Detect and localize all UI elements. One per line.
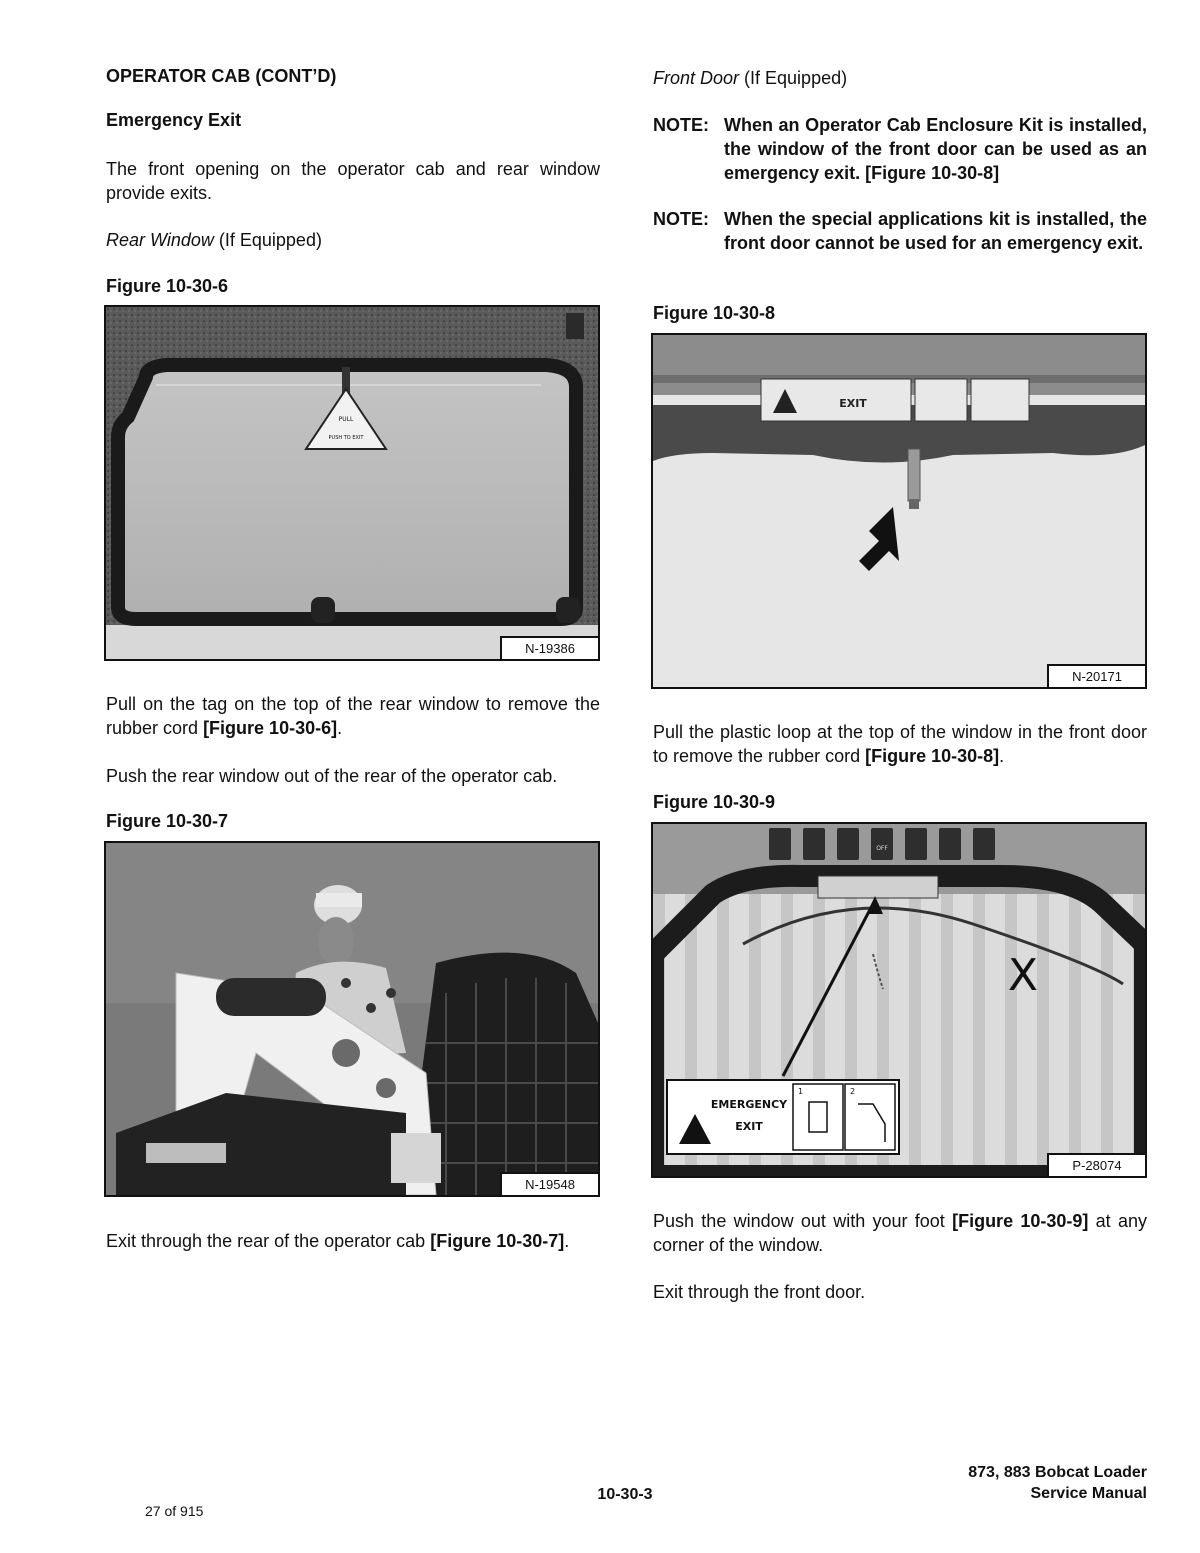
front-door-title: Front Door — [653, 68, 740, 88]
note-label: NOTE: — [653, 209, 709, 229]
figure-6-id: N-19386 — [500, 636, 598, 659]
figure-9-decal-step-2: 2 — [850, 1087, 856, 1096]
note-text: When an Operator Cab Enclosure Kit is installed, the window of the front door can be used as an emergency exit. [Figure 10-30-8] — [724, 115, 1147, 183]
note-text: When the special applications kit is installed, the front door cannot be used for an emergency exit. — [724, 209, 1147, 253]
figure-7-image — [104, 841, 600, 1197]
figure-9-decal-exit: EXIT — [735, 1120, 763, 1133]
figure-8-id: N-20171 — [1047, 664, 1145, 687]
manual-title-line-2: Service Manual — [1030, 1485, 1147, 1502]
intro-paragraph: The front opening on the operator cab and rear window provide exits. — [106, 159, 600, 203]
note-special-kit — [653, 207, 1147, 279]
subsection-title: Emergency Exit — [106, 110, 242, 130]
figure-6-reference: [Figure 10-30-6] — [203, 718, 338, 738]
manual-title — [968, 1462, 1147, 1504]
pull-tag-paragraph: Pull on the tag on the top of the rear window to remove the rubber cord [Figure 10-30-6]. — [106, 694, 600, 738]
figure-6-label: Figure 10-30-6 — [106, 276, 229, 296]
figure-9-image — [651, 822, 1147, 1178]
page-count: 27 of 915 — [145, 1503, 204, 1519]
section-title: OPERATOR CAB (CONT’D) — [106, 66, 337, 86]
push-window-paragraph: Push the rear window out of the rear of the operator cab. — [106, 766, 558, 786]
figure-9-switch-off: OFF — [876, 845, 888, 852]
figure-9-decal-emergency: EMERGENCY — [710, 1098, 788, 1111]
pull-loop-paragraph: Pull the plastic loop at the top of the window in the front door to remove the rubber cord [Figure 10-30-8]. — [653, 722, 1147, 766]
figure-8-image — [651, 333, 1147, 689]
figure-6-tag-pull: PULL — [338, 416, 354, 423]
figure-7-id: N-19548 — [500, 1172, 598, 1195]
figure-6-tag-push: PUSH TO EXIT — [328, 435, 364, 441]
figure-9-label: Figure 10-30-9 — [653, 792, 776, 812]
rear-window-heading — [106, 228, 322, 252]
note-enclosure-kit — [653, 113, 1147, 185]
figure-8-reference: [Figure 10-30-8] — [865, 746, 1000, 766]
figure-6-image — [104, 305, 600, 661]
figure-9-decal-step-1: 1 — [798, 1087, 804, 1096]
page-number: 10-30-3 — [597, 1486, 653, 1503]
figure-7-label: Figure 10-30-7 — [106, 811, 229, 831]
front-door-suffix: (If Equipped) — [739, 68, 848, 88]
figure-9-callout-x: X — [1007, 950, 1039, 1001]
exit-rear-paragraph: Exit through the rear of the operator cab [Figure 10-30-7]. — [106, 1231, 570, 1251]
note-label: NOTE: — [653, 115, 709, 135]
figure-7-reference: [Figure 10-30-7] — [430, 1231, 565, 1251]
push-foot-paragraph: Push the window out with your foot [Figure 10-30-9] at any corner of the window. — [653, 1211, 1147, 1255]
figure-8-decal-text: EXIT — [839, 397, 867, 410]
figure-9-reference: [Figure 10-30-9] — [952, 1211, 1089, 1231]
figure-8-label: Figure 10-30-8 — [653, 303, 776, 323]
front-exit-paragraph: Exit through the front door. — [653, 1282, 866, 1302]
rear-window-title: Rear Window — [106, 230, 214, 250]
manual-title-line-1: 873, 883 Bobcat Loader — [968, 1464, 1147, 1481]
rear-window-suffix: (If Equipped) — [213, 230, 322, 250]
figure-9-id: P-28074 — [1047, 1153, 1145, 1176]
front-door-heading — [653, 66, 847, 90]
